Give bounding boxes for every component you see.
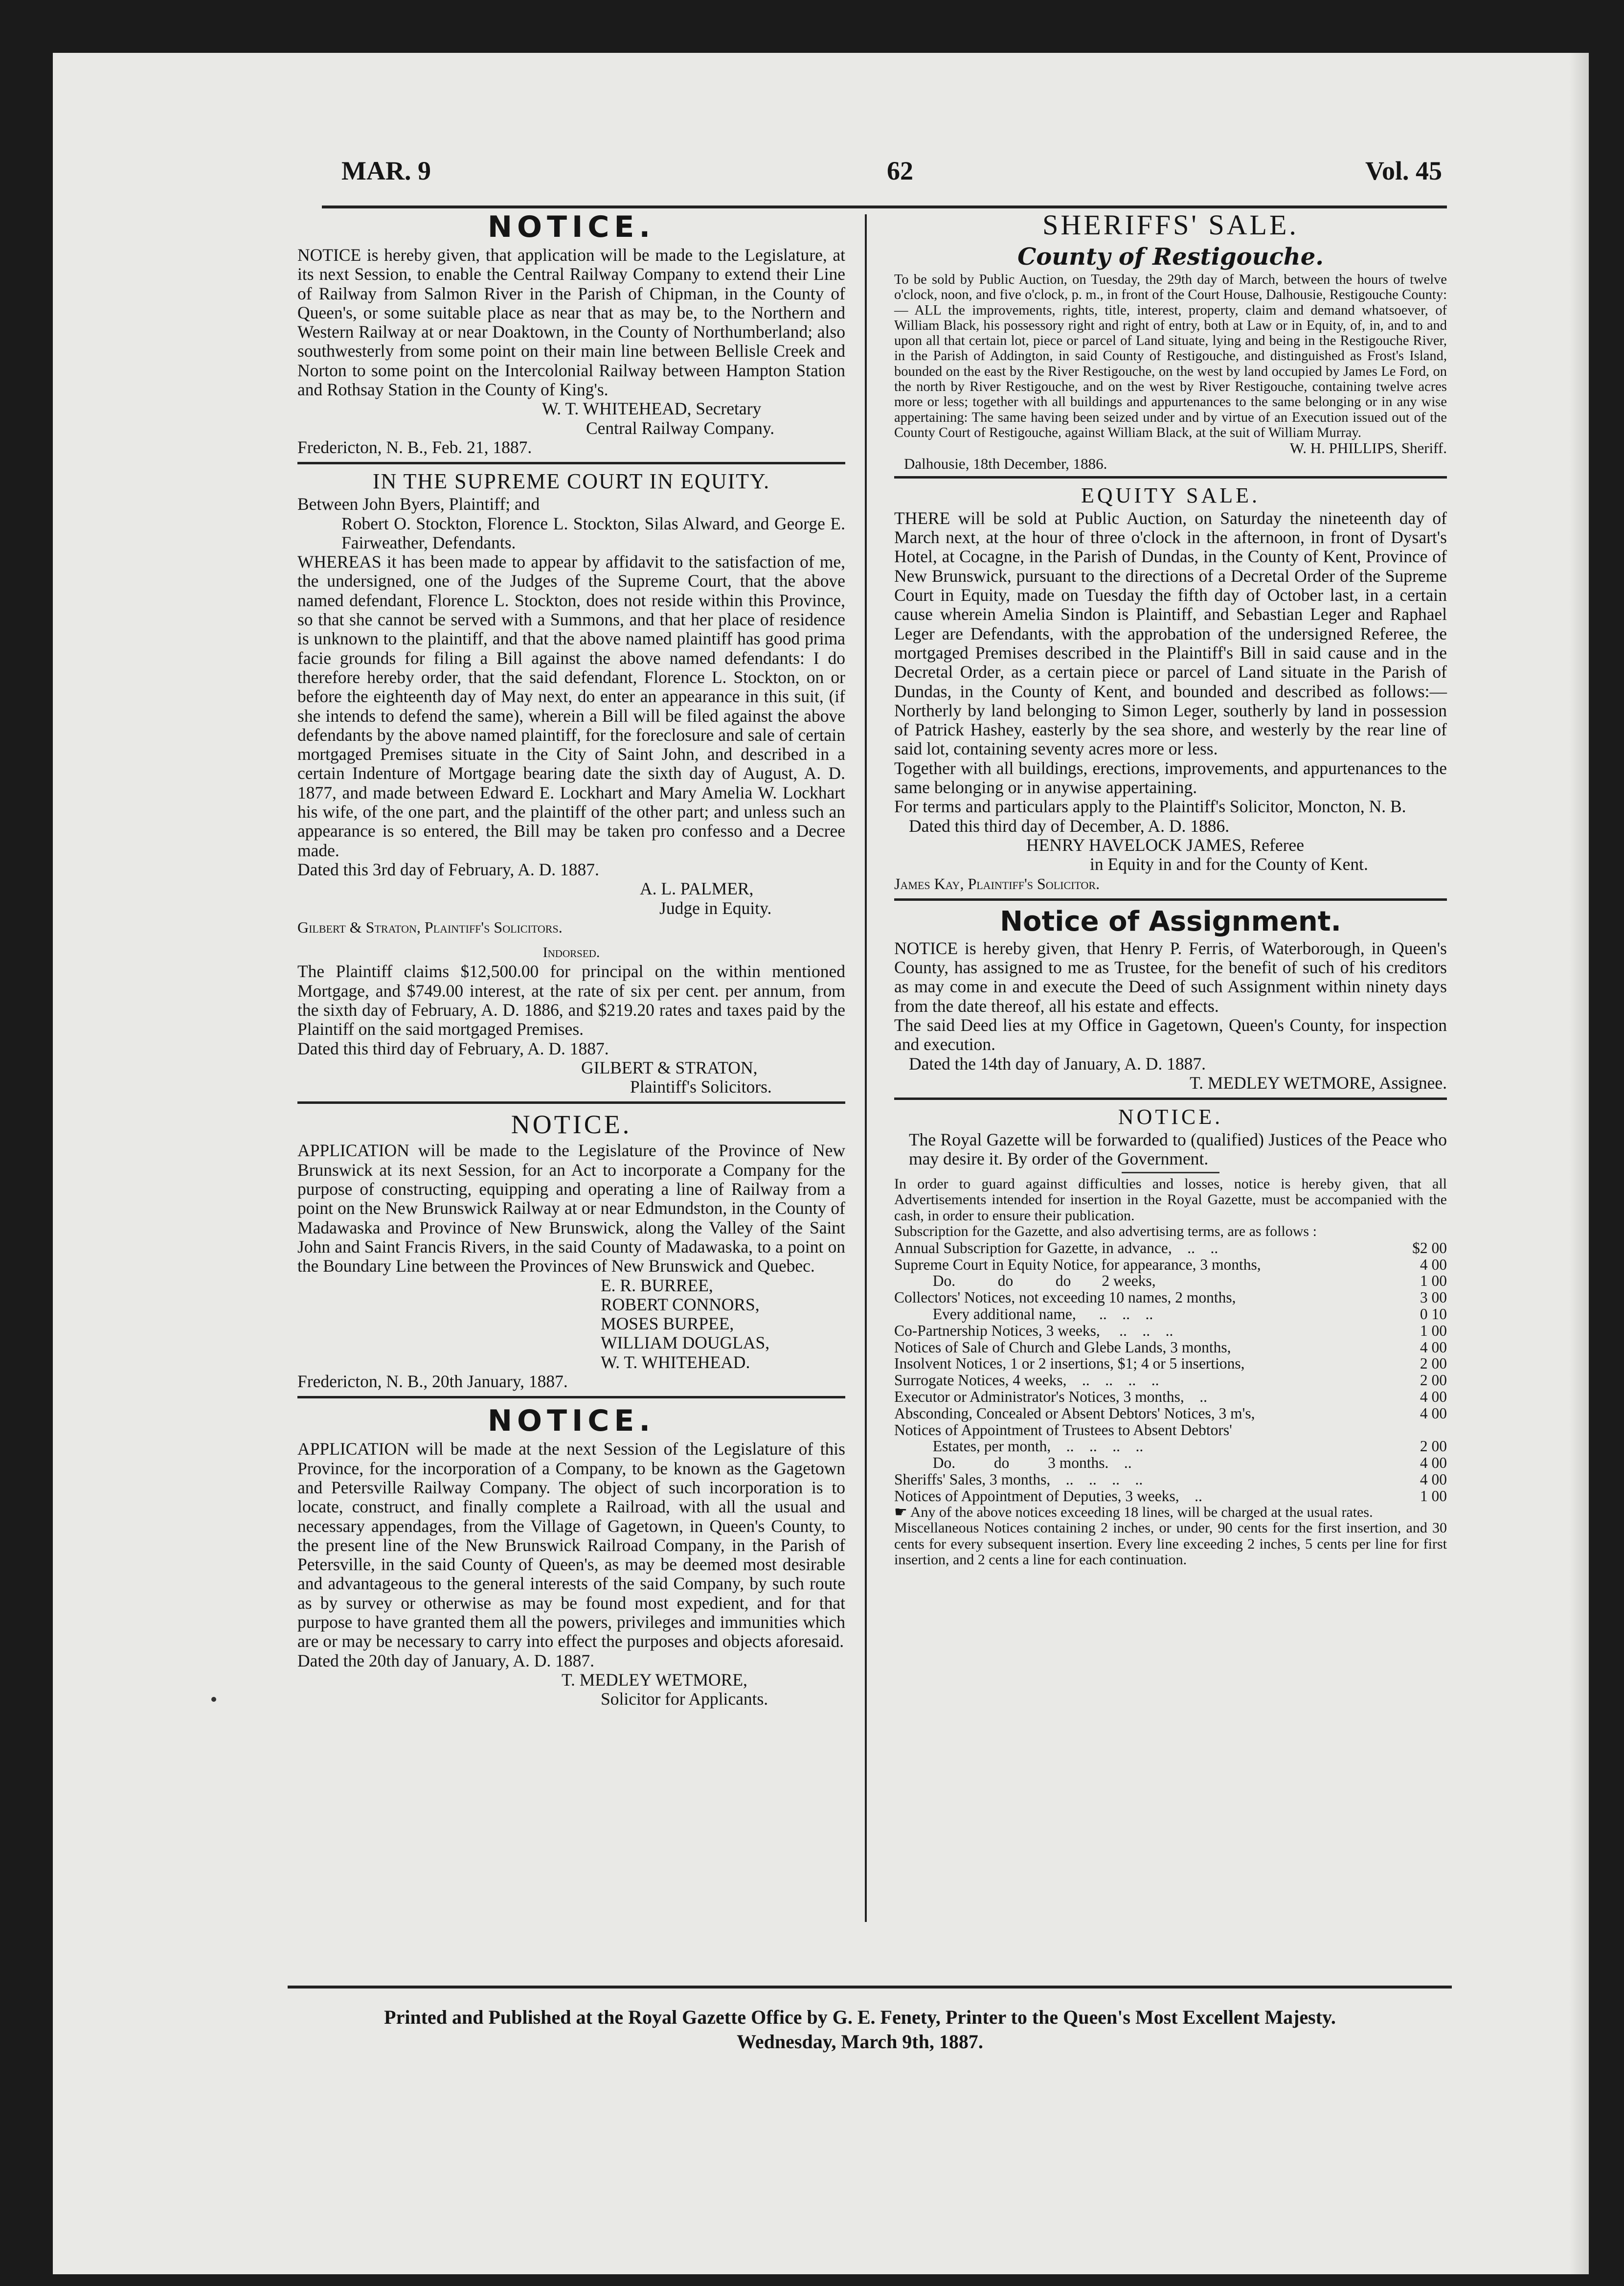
rate-label: Notices of Appointment of Trustees to Absent Debtors' xyxy=(894,1421,1232,1439)
notice-railway-signature-title: Central Railway Company. xyxy=(586,418,775,438)
indorsed-signature-title: Plaintiff's Solicitors. xyxy=(630,1077,772,1097)
notice-gazette-subscription: Subscription for the Gazette, and also advertising terms, are as follows : xyxy=(894,1223,1317,1240)
rate-row xyxy=(894,1372,1447,1389)
rate-label: Collectors' Notices, not exceeding 10 names, 2 months, xyxy=(894,1289,1236,1306)
rate-label: Co-Partnership Notices, 3 weeks, .. .. .. xyxy=(894,1322,1173,1339)
rate-amount xyxy=(1398,1422,1447,1439)
signer: WILLIAM DOUGLAS, xyxy=(601,1333,770,1353)
pointing-hand-icon: ☛ xyxy=(894,1504,907,1520)
notice-gagetown-signature: T. MEDLEY WETMORE, xyxy=(562,1669,747,1690)
sheriffs-sale-body: To be sold by Public Auction, on Tuesday, the 29th day of March, between the hours of twelve o'clock, noon, and five o'clock, p. m., in front of the Court House, Dalhousie, Restigouche County:— ALL the improvements, rights, title, interest, property, claim and demand whatsoever, of William Black, his possessory right and right of entry, both at Law or in Equity, of, in, and to and upon all that certain lot, piece or parcel of Land situate, lying and being in the Restigouche River, in the Parish of Addington, in said County of Restigouche, and distinguished as Frost's Island, bounded on the east by the River Restigouche, on the west by land occupied by James Le Ford, on the north by River Restigouche, and on the west by River Restigouche, containing twelve acres more or less; together with all buildings and appurtenances to the same belonging or in any wise appertaining: The same having been seized under and by virtue of an Execution issued out of the County Court of Restigouche, against William Black, at the suit of William Murray. xyxy=(894,272,1447,440)
page-edge-shadow xyxy=(1569,53,1589,2274)
header-date: MAR. 9 xyxy=(341,156,431,185)
charge-note-text: Any of the above notices exceeding 18 lines, will be charged at the usual rates. xyxy=(910,1504,1373,1520)
signer: W. T. WHITEHEAD. xyxy=(601,1352,750,1372)
notice-railway-signature: W. T. WHITEHEAD, Secretary xyxy=(542,399,762,419)
notice-gazette-misc: Miscellaneous Notices containing 2 inches, or under, 90 cents for the first insertion, and 30 cents for every subsequent insertion. Every line exceeding 2 inches, 5 cents per line for first insertion, and 2 cents a line for each continuation. xyxy=(894,1520,1447,1568)
separator xyxy=(297,1396,845,1398)
equity-court-body: WHEREAS it has been made to appear by affidavit to the satisfaction of me, the undersigned, one of the Judges of the Supreme Court, that the above named defendant, Florence L. Stockton, does not reside within this Province, so that she cannot be served with a Summons, and that her place of residence is unknown to the plaintiff, and that the above named plaintiff has good prima facie grounds for filing a Bill against the above named defendants: I do therefore hereby order, that the said defendant, Florence L. Stockton, on or before the eighteenth day of May next, do enter an appearance in this suit, (if she intends to defend the same), wherein a Bill will be filed against the above defendants by the above named plaintiff, for the foreclosure and sale of certain mortgaged Premises situate in the City of Saint John, and described in a certain Indenture of Mortgage bearing date the sixth day of August, A. D. 1877, and made between Edward E. Lockhart and Mary Amelia W. Lockhart his wife, of the one part, and the plaintiff of the other part; and unless such an appearance is so entered, the Bill may be taken pro confesso and a Decree made. xyxy=(297,552,845,860)
notice-assignment-deed: The said Deed lies at my Office in Gagetown, Queen's County, for inspection and execution. xyxy=(894,1015,1447,1054)
rate-amount: 2 00 xyxy=(1420,1438,1447,1455)
equity-court-dated: Dated this 3rd day of February, A. D. 1887. xyxy=(297,859,599,879)
rate-amount: 1 00 xyxy=(1420,1272,1447,1290)
equity-court-notice xyxy=(297,468,845,1097)
notice-gagetown-heading: NOTICE. xyxy=(487,1404,655,1439)
rate-label: Notices of Appointment of Deputies, 3 weeks, .. xyxy=(894,1487,1202,1505)
equity-sale-terms: For terms and particulars apply to the Plaintiff's Solicitor, Moncton, N. B. xyxy=(894,797,1406,817)
signer: MOSES BURPEE, xyxy=(601,1314,734,1334)
rate-row xyxy=(894,1422,1447,1439)
equity-sale xyxy=(894,482,1447,893)
equity-court-judge: A. L. PALMER, xyxy=(640,879,754,899)
rate-amount: 0 10 xyxy=(1420,1305,1447,1323)
equity-court-parties-2: Robert O. Stockton, Florence L. Stockton, Silas Alward, and George E. Fairweather, Defendants. xyxy=(341,513,845,552)
rate-row xyxy=(894,1323,1447,1339)
rate-label: Estates, per month, .. .. .. .. xyxy=(894,1438,1144,1455)
notice-railway-dateline: Fredericton, N. B., Feb. 21, 1887. xyxy=(297,437,532,457)
rate-label: Do. do 3 months. .. xyxy=(894,1454,1132,1472)
notice-assignment-heading: Notice of Assignment. xyxy=(1000,905,1341,937)
equity-court-judge-title: Judge in Equity. xyxy=(659,898,772,918)
signer: ROBERT CONNORS, xyxy=(601,1294,760,1314)
page-footer xyxy=(297,2005,1422,2054)
rate-amount: 1 00 xyxy=(1420,1487,1447,1505)
equity-court-heading: IN THE SUPREME COURT IN EQUITY. xyxy=(372,469,770,494)
rate-amount: 4 00 xyxy=(1420,1404,1447,1422)
notice-railway-body: NOTICE is hereby given, that application will be made to the Legislature, at its next Session, to enable the Central Railway Company to extend their Line of Railway from Salmon River in the Parish of Chipman, in the County of Queen's, or some suitable place as near that as may be, to the Northern and Western Railway at or near Doaktown, in the County of Northumberland; also southwesterly from some point on their main line between Bellisle Creek and Norton to some point on the Intercolonial Railway between Hampton Station and Rothsay Station in the County of King's. xyxy=(297,245,845,400)
rate-row xyxy=(894,1306,1447,1323)
notice-gagetown xyxy=(297,1402,845,1709)
equity-court-parties-1: Between John Byers, Plaintiff; and xyxy=(297,494,540,514)
notice-madawaska xyxy=(297,1108,845,1391)
equity-sale-heading: EQUITY SALE. xyxy=(1081,483,1261,507)
notice-gazette-charge-note xyxy=(894,1505,1447,1521)
sheriffs-sale-dateline: Dalhousie, 18th December, 1886. xyxy=(904,455,1107,472)
notice-railway xyxy=(297,208,845,457)
equity-sale-dated: Dated this third day of December, A. D. 1886. xyxy=(909,816,1230,836)
notice-assignment-dated: Dated the 14th day of January, A. D. 1887. xyxy=(909,1053,1206,1074)
rate-amount: 4 00 xyxy=(1420,1256,1447,1273)
page-header xyxy=(341,156,1442,205)
notice-gazette-heading: NOTICE. xyxy=(1118,1105,1223,1129)
rate-label: Sheriffs' Sales, 3 months, .. .. .. .. xyxy=(894,1470,1143,1488)
rate-row xyxy=(894,1273,1447,1289)
separator xyxy=(894,1097,1447,1100)
separator xyxy=(894,476,1447,479)
rate-amount: 1 00 xyxy=(1420,1322,1447,1339)
rate-label: Notices of Sale of Church and Glebe Lands, 3 months, xyxy=(894,1338,1231,1356)
short-rule xyxy=(1122,1172,1219,1173)
rate-row xyxy=(894,1488,1447,1505)
rate-row xyxy=(894,1257,1447,1273)
equity-sale-solicitor: James Kay, Plaintiff's Solicitor. xyxy=(894,874,1100,892)
rate-row xyxy=(894,1355,1447,1372)
rate-row xyxy=(894,1339,1447,1356)
rate-label: Annual Subscription for Gazette, in advance, .. .. xyxy=(894,1239,1218,1257)
rate-label: Executor or Administrator's Notices, 3 months, .. xyxy=(894,1388,1207,1405)
rate-row xyxy=(894,1455,1447,1471)
notice-gazette-guard: In order to guard against difficulties and losses, notice is hereby given, that all Advertisements intended for insertion in the Royal Gazette, must be accompanied with the cash, in order to ensure their publication. xyxy=(894,1175,1447,1224)
rate-label: Do. do do 2 weeks, xyxy=(894,1272,1156,1290)
notice-railway-heading: NOTICE. xyxy=(487,210,655,244)
rate-amount: 4 00 xyxy=(1420,1338,1447,1356)
equity-sale-body: THERE will be sold at Public Auction, on Saturday the nineteenth day of March next, at the hour of three o'clock in the afternoon, in front of Dysart's Hotel, at Cocagne, in the Parish of Dundas, in the County of Kent, Province of New Brunswick, pursuant to the directions of a Decretal Order of the Supreme Court in Equity, made on Tuesday the fifth day of October last, in a certain cause wherein Amelia Sindon is Plaintiff, and Sebastian Leger and Raphael Leger are Defendants, with the approbation of the undersigned Referee, the mortgaged Premises described in the Plaintiff's Bill in said cause and in the Decretal Order, as a certain piece or parcel of Land situate in the Parish of Dundas, in the County of Kent, and bounded and described as follows:—Northerly by land belonging to Simon Leger, southerly by land in possession of Patrick Hashey, easterly by the sea shore, and westerly by the rear line of said lot, containing seventy acres more or less. xyxy=(894,508,1447,759)
rate-label: Absconding, Concealed or Absent Debtors' Notices, 3 m's, xyxy=(894,1404,1255,1422)
sheriffs-sale-signature: W. H. PHILLIPS, Sheriff. xyxy=(1289,439,1447,457)
rate-amount: 3 00 xyxy=(1420,1289,1447,1306)
equity-court-solicitors: Gilbert & Straton, Plaintiff's Solicitors. xyxy=(297,918,563,936)
rate-label: Insolvent Notices, 1 or 2 insertions, $1; 4 or 5 insertions, xyxy=(894,1355,1245,1372)
header-page-number: 62 xyxy=(887,156,913,185)
notice-madawaska-dateline: Fredericton, N. B., 20th January, 1887. xyxy=(297,1372,568,1392)
notice-assignment xyxy=(894,905,1447,1093)
rate-amount: 4 00 xyxy=(1420,1388,1447,1405)
notice-assignment-signature: T. MEDLEY WETMORE, Assignee. xyxy=(1190,1073,1447,1093)
separator xyxy=(894,898,1447,901)
rate-label: Every additional name, .. .. .. xyxy=(894,1305,1153,1323)
notice-gagetown-dated: Dated the 20th day of January, A. D. 1887. xyxy=(297,1650,594,1670)
notice-madawaska-signers xyxy=(297,1276,845,1372)
indorsed-dated: Dated this third day of February, A. D. 1887. xyxy=(297,1038,609,1058)
sheriffs-sale xyxy=(894,208,1447,471)
header-volume: Vol. 45 xyxy=(1365,156,1442,185)
separator xyxy=(297,462,845,464)
footer-rule xyxy=(288,1986,1452,1989)
notice-gazette xyxy=(894,1104,1447,1568)
rate-amount: 4 00 xyxy=(1420,1454,1447,1472)
signer: E. R. BURREE, xyxy=(601,1275,713,1295)
notice-madawaska-body: APPLICATION will be made to the Legislature of the Province of New Brunswick at its next Session, for an Act to incorporate a Company for the purpose of constructing, equipping and operating a line of Railway from a point on the New Brunswick Railway at or near Edmundston, in the County of Madawaska and Province of New Brunswick, along the Valley of the Saint John and Saint Francis Rivers, in the said County of Madawaska, to a point on the Boundary Line between the Provinces of New Brunswick and Quebec. xyxy=(297,1141,845,1276)
equity-sale-referee-title: in Equity in and for the County of Kent. xyxy=(1090,854,1368,874)
right-column xyxy=(894,208,1447,1568)
sheriffs-sale-heading: SHERIFFS' SALE. xyxy=(1042,209,1299,241)
footer-date: Wednesday, March 9th, 1887. xyxy=(737,2031,983,2053)
indorsed-signature: GILBERT & STRATON, xyxy=(581,1057,758,1077)
rate-row xyxy=(894,1405,1447,1422)
rate-amount: 2 00 xyxy=(1420,1355,1447,1372)
rate-label: Supreme Court in Equity Notice, for appearance, 3 months, xyxy=(894,1256,1261,1273)
equity-sale-referee: HENRY HAVELOCK JAMES, Referee xyxy=(1026,835,1304,855)
margin-speck xyxy=(211,1697,216,1702)
column-divider xyxy=(865,214,867,1922)
notice-assignment-body: NOTICE is hereby given, that Henry P. Ferris, of Waterborough, in Queen's County, has assigned to me as Trustee, for the benefit of such of his creditors as may come in and execute the Deed of such Assignment within ninety days from the date thereof, all his estate and effects. xyxy=(894,938,1447,1016)
rate-row xyxy=(894,1240,1447,1257)
left-column xyxy=(297,208,845,1709)
rate-label: Surrogate Notices, 4 weeks, .. .. .. .. xyxy=(894,1372,1159,1389)
rate-row xyxy=(894,1438,1447,1455)
footer-imprint: Printed and Published at the Royal Gazette Office by G. E. Fenety, Printer to the Queen's Most Excellent Majesty. xyxy=(384,2006,1336,2028)
rate-row xyxy=(894,1389,1447,1405)
rate-amount: 4 00 xyxy=(1420,1470,1447,1488)
indorsed-body: The Plaintiff claims $12,500.00 for principal on the within mentioned Mortgage, and $749.00 interest, at the rate of six per cent. per annum, from the sixth day of February, A. D. 1886, and $219.20 rates and taxes paid by the Plaintiff on the said mortgaged Premises. xyxy=(297,961,845,1039)
separator xyxy=(297,1101,845,1104)
advertising-rates-table xyxy=(894,1240,1447,1505)
notice-gazette-intro: The Royal Gazette will be forwarded to (qualified) Justices of the Peace who may desire it. By order of the Government. xyxy=(909,1130,1447,1169)
notice-madawaska-heading: NOTICE. xyxy=(511,1110,632,1140)
indorsed-label: Indorsed. xyxy=(542,944,600,961)
rate-amount: 2 00 xyxy=(1420,1372,1447,1389)
equity-sale-together: Together with all buildings, erections, improvements, and appurtenances to the same belonging or in anywise appertaining. xyxy=(894,758,1447,798)
notice-gagetown-signature-title: Solicitor for Applicants. xyxy=(601,1689,768,1709)
gazette-page xyxy=(53,53,1589,2274)
sheriffs-sale-subheading: County of Restigouche. xyxy=(1017,243,1324,271)
rate-row xyxy=(894,1289,1447,1306)
rate-row xyxy=(894,1471,1447,1488)
rate-amount: $2 00 xyxy=(1412,1239,1447,1257)
notice-gagetown-body: APPLICATION will be made at the next Session of the Legislature of this Province, for the incorporation of a Company, to be known as the Gagetown and Petersville Railway Company. The object of such incorporation is to locate, construct, and finally complete a Railroad, with all the usual and necessary appendages, from the Village of Gagetown, in Queen's County, to the present line of the New Brunswick Railroad Company, in the Parish of Petersville, in the said County of Queen's, as may be deemed most desirable and advantageous to the general interests of the said Company, by such route as by survey or otherwise as may be found most expedient, and for that purpose to have granted them all the powers, privileges and immunities which are or may be necessary to carry into effect the purposes and objects aforesaid. xyxy=(297,1439,845,1651)
